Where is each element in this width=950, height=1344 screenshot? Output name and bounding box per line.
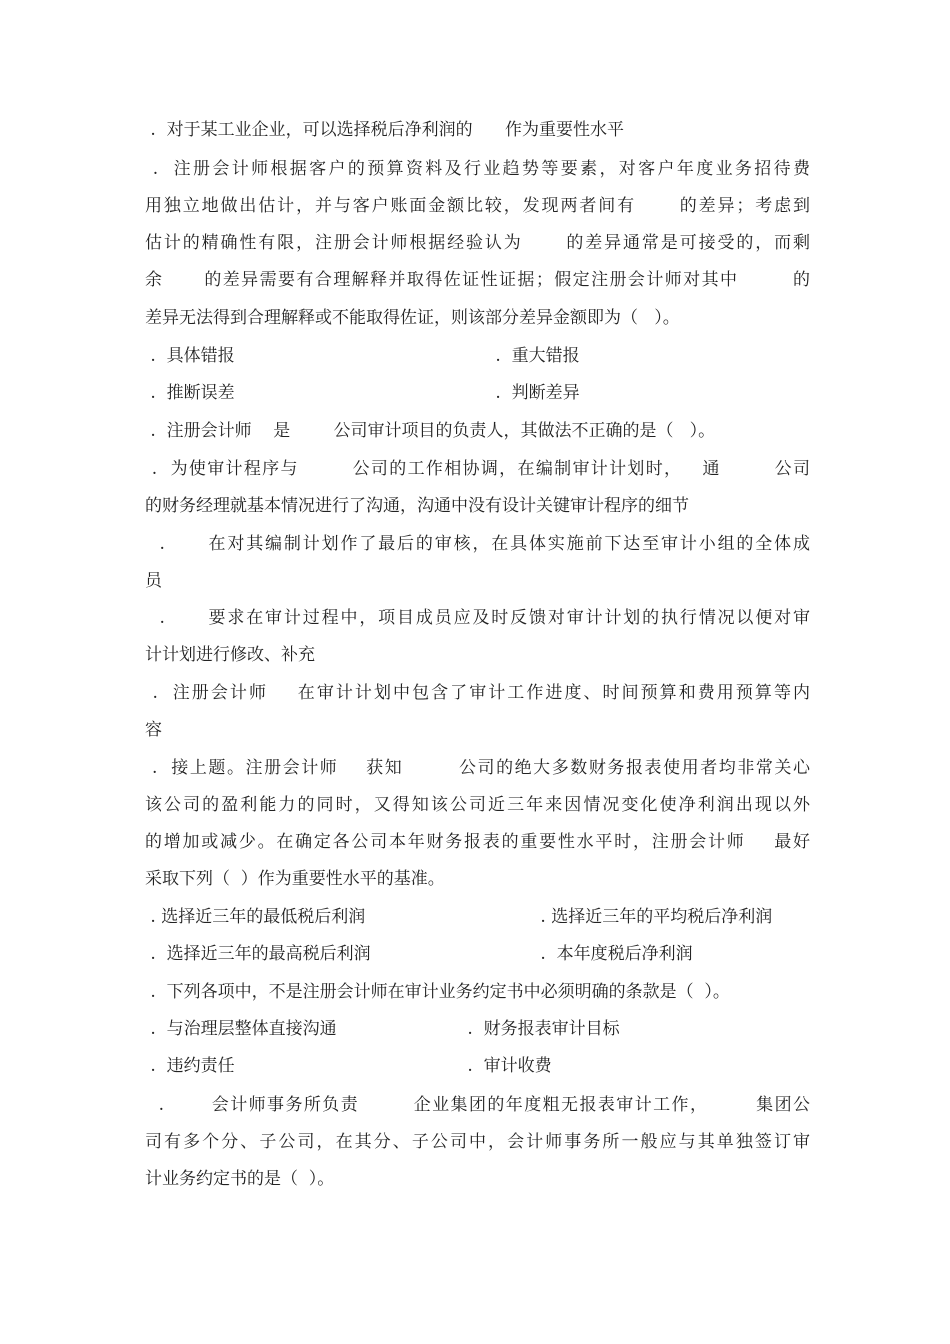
q2-option-d: . 判断差异: [490, 383, 580, 403]
q2-line-1: . 注册会计师根据客户的预算资料及行业趋势等要素，对客户年度业务招待费: [145, 159, 810, 179]
q4-option-d: . 本年度税后净利润: [535, 944, 693, 964]
q4-line-2: 该公司的盈利能力的同时，又得知该公司近三年来因情况变化使净利润出现以外: [145, 795, 810, 815]
q4-option-c: . 选择近三年的最高税后利润: [145, 944, 371, 964]
q4-option-b: . 选择近三年的平均税后净利润: [535, 907, 773, 927]
q3-option-d-line-1: . 注册会计师 在审计计划中包含了审计工作进度、时间预算和费用预算等内: [145, 683, 810, 703]
q3-option-b-line-2: 员: [145, 571, 162, 591]
q2-option-a: . 具体错报: [145, 346, 235, 366]
q3-option-b-line-1: . 在对其编制计划作了最后的审核，在具体实施前下达至审计小组的全体成: [145, 534, 810, 554]
q5-option-b: . 财务报表审计目标: [462, 1019, 620, 1039]
q2-line-5: 差异无法得到合理解释或不能取得佐证，则该部分差异金额即为（ ）。: [145, 308, 680, 328]
q4-line-4: 采取下列（ ）作为重要性水平的基准。: [145, 869, 445, 889]
q5-option-c: . 违约责任: [145, 1056, 235, 1076]
q3-option-a-line-2: 的财务经理就基本情况进行了沟通，沟通中没有设计关键审计程序的细节: [145, 496, 689, 516]
q4-line-1: . 接上题。注册会计师 获知 公司的绝大多数财务报表使用者均非常关心: [145, 758, 810, 778]
q6-line-3: 计业务约定书的是（ ）。: [145, 1169, 335, 1189]
q5-option-a: . 与治理层整体直接沟通: [145, 1019, 337, 1039]
q2-option-c: . 推断误差: [145, 383, 235, 403]
q6-line-2: 司有多个分、子公司，在其分、子公司中，会计师事务所一般应与其单独签订审: [145, 1132, 810, 1152]
q2-option-b: . 重大错报: [490, 346, 580, 366]
q4-option-a: . 选择近三年的最低税后利润: [145, 907, 366, 927]
q5-line: . 下列各项中，不是注册会计师在审计业务约定书中必须明确的条款是（ ）。: [145, 982, 730, 1002]
q4-line-3: 的增加或减少。在确定各公司本年财务报表的重要性水平时，注册会计师 最好: [145, 832, 810, 852]
q3-option-c-line-1: . 要求在审计过程中，项目成员应及时反馈对审计计划的执行情况以便对审: [145, 608, 810, 628]
q3-option-a-line-1: . 为使审计程序与 公司的工作相协调，在编制审计计划时， 通 公司: [145, 459, 810, 479]
q3-line: . 注册会计师 是 公司审计项目的负责人，其做法不正确的是（ ）。: [145, 421, 716, 441]
q3-option-d-line-2: 容: [145, 720, 162, 740]
q3-option-c-line-2: 计计划进行修改、补充: [145, 645, 315, 665]
q1-line: . 对于某工业企业，可以选择税后净利润的 作为重要性水平: [145, 120, 625, 140]
q2-line-3: 估计的精确性有限，注册会计师根据经验认为 的差异通常是可接受的，而剩: [145, 233, 810, 253]
q2-line-4: 余 的差异需要有合理解释并取得佐证性证据；假定注册会计师对其中 的: [145, 270, 810, 290]
q6-line-1: . 会计师事务所负责 企业集团的年度粗无报表审计工作， 集团公: [145, 1095, 810, 1115]
q2-line-2: 用独立地做出估计，并与客户账面金额比较，发现两者间有 的差异；考虑到: [145, 196, 810, 216]
q5-option-d: . 审计收费: [462, 1056, 552, 1076]
